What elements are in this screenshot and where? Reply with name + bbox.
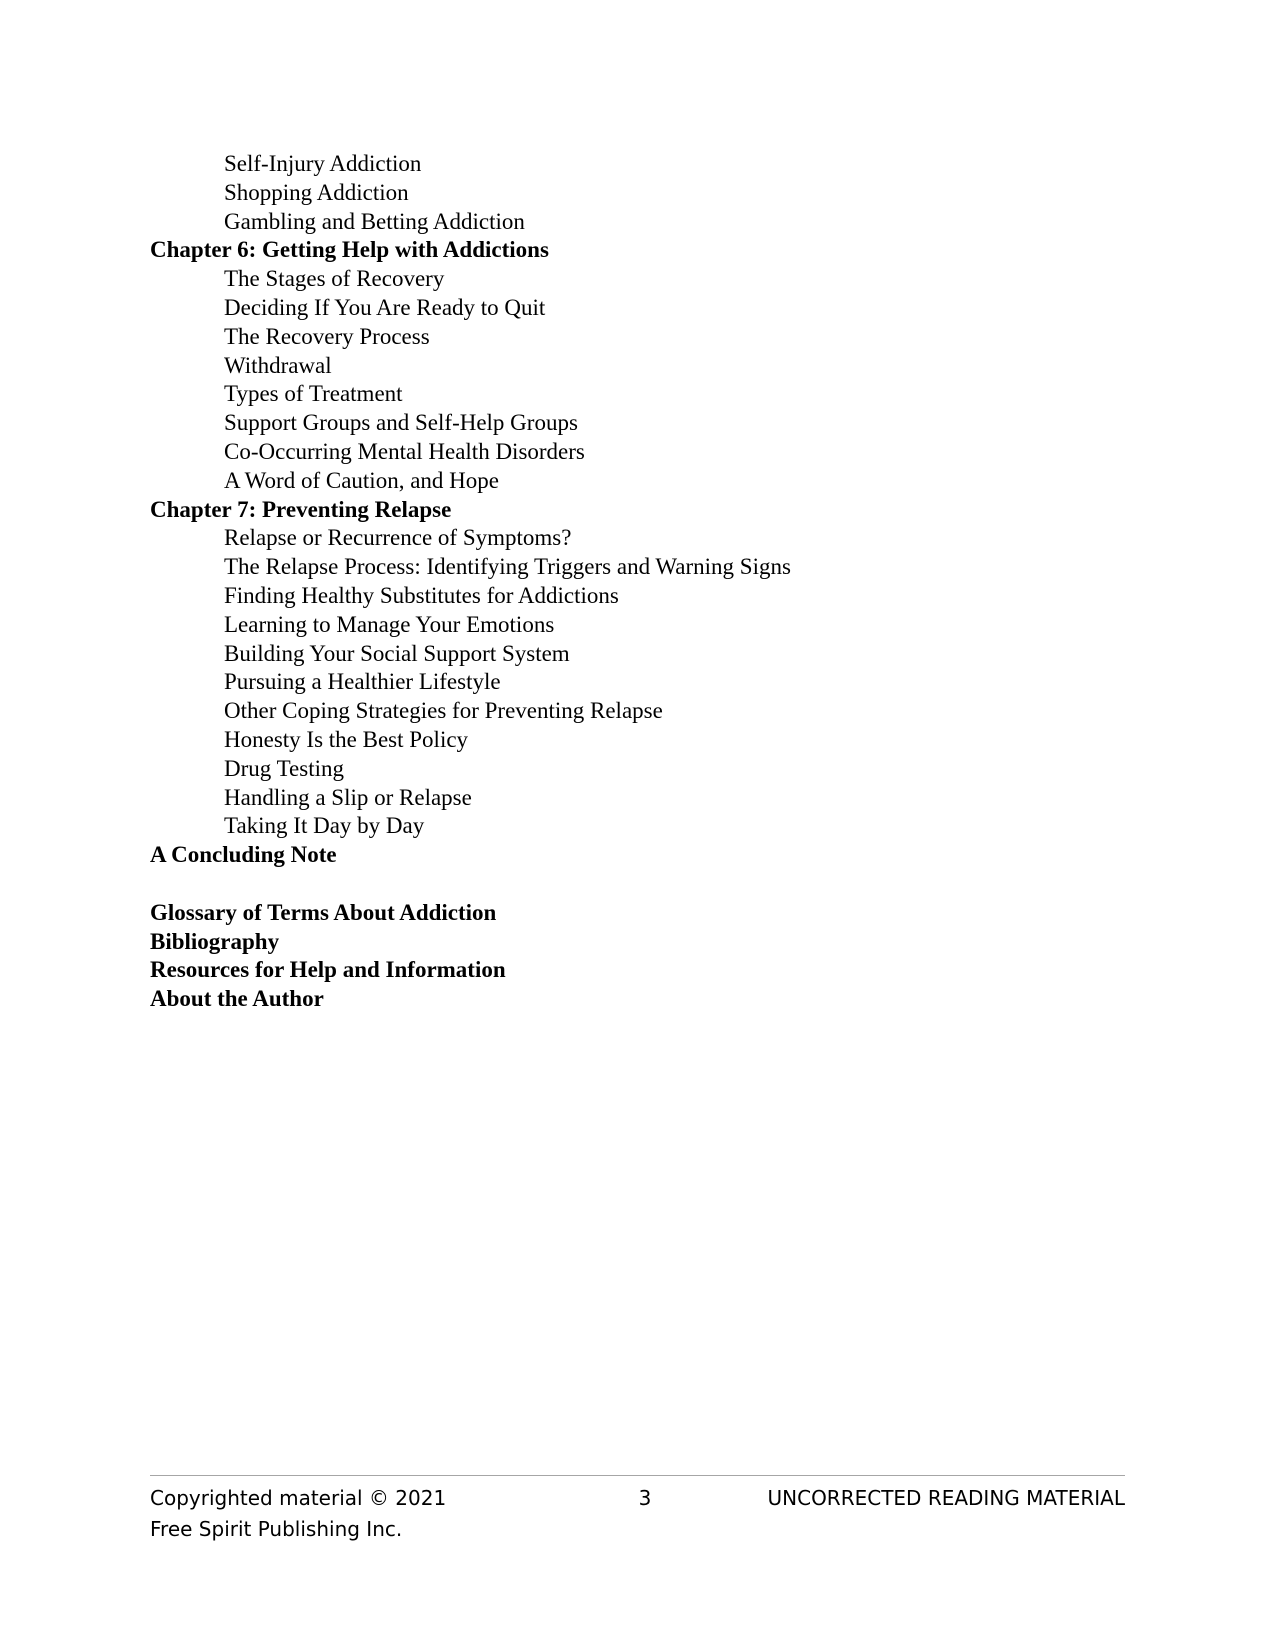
- toc-entry: Finding Healthy Substitutes for Addictions: [224, 582, 619, 608]
- toc-heading: Glossary of Terms About Addiction: [150, 899, 497, 925]
- toc-entry: Honesty Is the Best Policy: [224, 726, 469, 752]
- table-of-contents: [150, 150, 1150, 1014]
- footer-copyright-line2: Free Spirit Publishing Inc.: [150, 1517, 403, 1541]
- toc-entry: Gambling and Betting Addiction: [224, 208, 525, 234]
- toc-entry: Taking It Day by Day: [224, 813, 425, 839]
- toc-spacer: [150, 870, 1150, 899]
- toc-entry: Learning to Manage Your Emotions: [224, 611, 555, 637]
- toc-entry: The Relapse Process: Identifying Triggers and Warning Signs: [224, 554, 791, 580]
- toc-entry: Support Groups and Self-Help Groups: [224, 410, 578, 436]
- toc-entry: Types of Treatment: [224, 381, 403, 407]
- toc-entry: Deciding If You Are Ready to Quit: [224, 294, 546, 320]
- toc-entry: Shopping Addiction: [224, 179, 409, 205]
- toc-entry: Drug Testing: [224, 755, 344, 781]
- toc-heading: Chapter 6: Getting Help with Addictions: [150, 237, 549, 263]
- toc-entry: Relapse or Recurrence of Symptoms?: [224, 525, 572, 551]
- reading-material-notice: UNCORRECTED READING MATERIAL: [767, 1486, 1125, 1510]
- toc-entry: The Recovery Process: [224, 323, 430, 349]
- toc-entry: Self-Injury Addiction: [224, 151, 422, 176]
- toc-heading: Bibliography: [150, 928, 280, 954]
- toc-entry: Other Coping Strategies for Preventing Relapse: [224, 698, 663, 724]
- toc-entry: Co-Occurring Mental Health Disorders: [224, 438, 585, 464]
- page-number: 3: [638, 1486, 652, 1510]
- toc-heading: About the Author: [150, 986, 324, 1012]
- toc-entry: Building Your Social Support System: [224, 640, 570, 666]
- toc-entry: A Word of Caution, and Hope: [224, 467, 499, 493]
- footer-divider: [150, 1475, 1125, 1476]
- footer-copyright: [150, 1483, 446, 1545]
- footer-copyright-line1: Copyrighted material © 2021: [150, 1486, 447, 1510]
- toc-heading: Resources for Help and Information: [150, 957, 506, 983]
- toc-entry: Pursuing a Healthier Lifestyle: [224, 669, 501, 695]
- toc-entry: Withdrawal: [224, 352, 332, 378]
- toc-heading: A Concluding Note: [150, 842, 337, 868]
- toc-entry: The Stages of Recovery: [224, 266, 445, 292]
- toc-entry: Handling a Slip or Relapse: [224, 784, 472, 810]
- toc-heading: Chapter 7: Preventing Relapse: [150, 496, 452, 522]
